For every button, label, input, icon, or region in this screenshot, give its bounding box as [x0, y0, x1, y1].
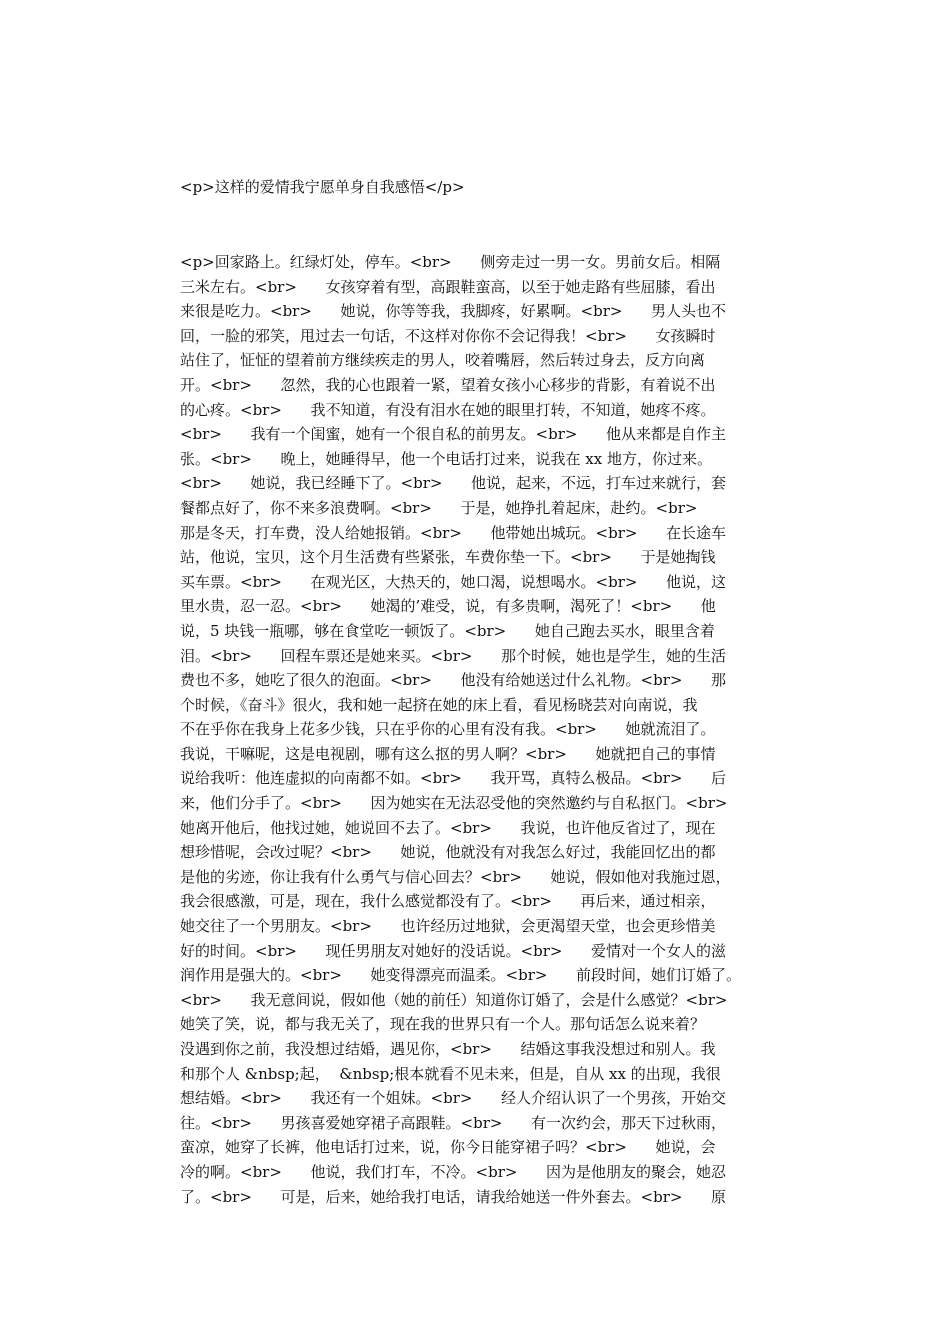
body-line: <br> 我有一个闺蜜，她有一个很自私的前男友。<br> 他从来都是自作主	[180, 425, 727, 444]
body-line: <p>回家路上。红绿灯处，停车。<br> 侧旁走过一男一女。男前女后。相隔	[180, 253, 721, 271]
body-line: 蛮凉，她穿了长裤，他电话打过来，说，你今日能穿裙子吗？<br> 她说，会	[180, 1138, 716, 1157]
body-line: 不在乎你在我身上花多少钱，只在乎你的心里有没有我。<br> 她就流泪了。	[180, 720, 716, 739]
body-line: 她笑了笑，说，都与我无关了，现在我的世界只有一个人。那句话怎么说来着？	[180, 1015, 706, 1034]
body-line: 是他的劣迹，你让我有什么勇气与信心回去？<br> 她说，假如他对我施过恩，	[180, 867, 731, 886]
body-line: 回，一脸的邪笑，甩过去一句话，不这样对你你不会记得我！<br> 女孩瞬时	[180, 326, 716, 345]
body-line: 我说，干嘛呢，这是电视剧，哪有这么抠的男人啊？<br> 她就把自己的事情	[180, 744, 716, 763]
body-line: 三米左右。<br> 女孩穿着有型，高跟鞋蛮高，以至于她走路有些屈膝，看出	[180, 277, 716, 296]
body-line: 润作用是强大的。<br> 她变得漂亮而温柔。<br> 前段时间，她们订婚了。	[180, 966, 742, 985]
body-line: 我会很感激，可是，现在，我什么感觉都没有了。<br> 再后来，通过相亲，	[180, 892, 716, 911]
body-line: 和那个人 &nbsp;起， &nbsp;根本就看不见未来，但是，自从 xx 的出现，我很	[180, 1064, 721, 1083]
body-line: 来很是吃力。<br> 她说，你等等我，我脚疼，好累啊。<br> 男人头也不	[180, 302, 727, 321]
body-line: 个时候，《奋斗》很火，我和她一起挤在她的床上看，看见杨晓芸对向南说，我	[180, 695, 698, 714]
body-line: 说，5 块钱一瓶哪，够在食堂吃一顿饭了。<br> 她自己跑去买水，眼里含着	[180, 621, 715, 640]
body-line: 开。<br> 忽然，我的心也跟着一紧，望着女孩小心移步的背影，有着说不出	[180, 375, 716, 394]
body-line: 买车票。<br> 在观光区，大热天的，她口渴，说想喝水。<br> 他说，这	[180, 572, 727, 591]
body-line: 想珍惜呢，会改过呢？<br> 她说，他就没有对我怎么好过，我能回忆出的都	[180, 843, 716, 862]
document-body	[180, 250, 780, 1209]
document-title: <p>这样的爱情我宁愿单身自我感悟</p>	[180, 178, 465, 196]
body-line: 她交往了一个男朋友。<br> 也许经历过地狱，会更渴望天堂，也会更珍惜美	[180, 917, 716, 936]
body-line: 来，他们分手了。<br> 因为她实在无法忍受他的突然邀约与自私抠门。<br>	[180, 794, 728, 813]
body-line: 她离开他后，他找过她，她说回不去了。<br> 我说，也许他反省过了，现在	[180, 818, 716, 837]
body-line: 站住了，怔怔的望着前方继续疾走的男人，咬着嘴唇，然后转过身去，反方向离	[180, 351, 706, 370]
body-line: 里水贵，忍一忍。<br> 她渴的’难受，说，有多贵啊，渴死了！<br> 他	[180, 597, 716, 616]
body-line: <br> 她说，我已经睡下了。<br> 他说，起来，不远，打车过来就行，套	[180, 474, 727, 493]
body-line: 想结婚。<br> 我还有一个姐妹。<br> 经人介绍认识了一个男孩，开始交	[180, 1089, 727, 1108]
body-line: 了。<br> 可是，后来，她给我打电话，请我给她送一件外套去。<br> 原	[180, 1187, 727, 1206]
body-line: 说给我听：他连虚拟的向南都不如。<br> 我开骂，真特么极品。<br> 后	[180, 769, 727, 788]
body-line: 餐都点好了，你不来多浪费啊。<br> 于是，她挣扎着起床，赴约。<br>	[180, 498, 698, 517]
body-line: 那是冬天，打车费，没人给她报销。<br> 他带她出城玩。<br> 在长途车	[180, 523, 727, 542]
body-line: 冷的啊。<br> 他说，我们打车，不冷。<br> 因为是他朋友的聚会，她忍	[180, 1162, 727, 1181]
body-line: 的心疼。<br> 我不知道，有没有泪水在她的眼里打转，不知道，她疼不疼。	[180, 400, 716, 419]
body-line: <br> 我无意间说，假如他（她的前任）知道你订婚了，会是什么感觉？<br>	[180, 990, 728, 1009]
body-line: 张。<br> 晚上，她睡得早，他一个电话打过来，说我在 xx 地方，你过来。	[180, 449, 712, 468]
body-line: 泪。<br> 回程车票还是她来买。<br> 那个时候，她也是学生，她的生活	[180, 646, 727, 665]
body-line: 站，他说，宝贝，这个月生活费有些紧张，车费你垫一下。<br> 于是她掏钱	[180, 548, 716, 567]
body-line: 好的时间。<br> 现任男朋友对她好的没话说。<br> 爱情对一个女人的滋	[180, 941, 727, 960]
body-line: 没遇到你之前，我没想过结婚，遇见你，<br> 结婚这事我没想过和别人。我	[180, 1040, 716, 1058]
body-line: 往。<br> 男孩喜爱她穿裙子高跟鞋。<br> 有一次约会，那天下过秋雨，	[180, 1113, 727, 1132]
body-line: 费也不多，她吃了很久的泡面。<br> 他没有给她送过什么礼物。<br> 那	[180, 671, 727, 690]
